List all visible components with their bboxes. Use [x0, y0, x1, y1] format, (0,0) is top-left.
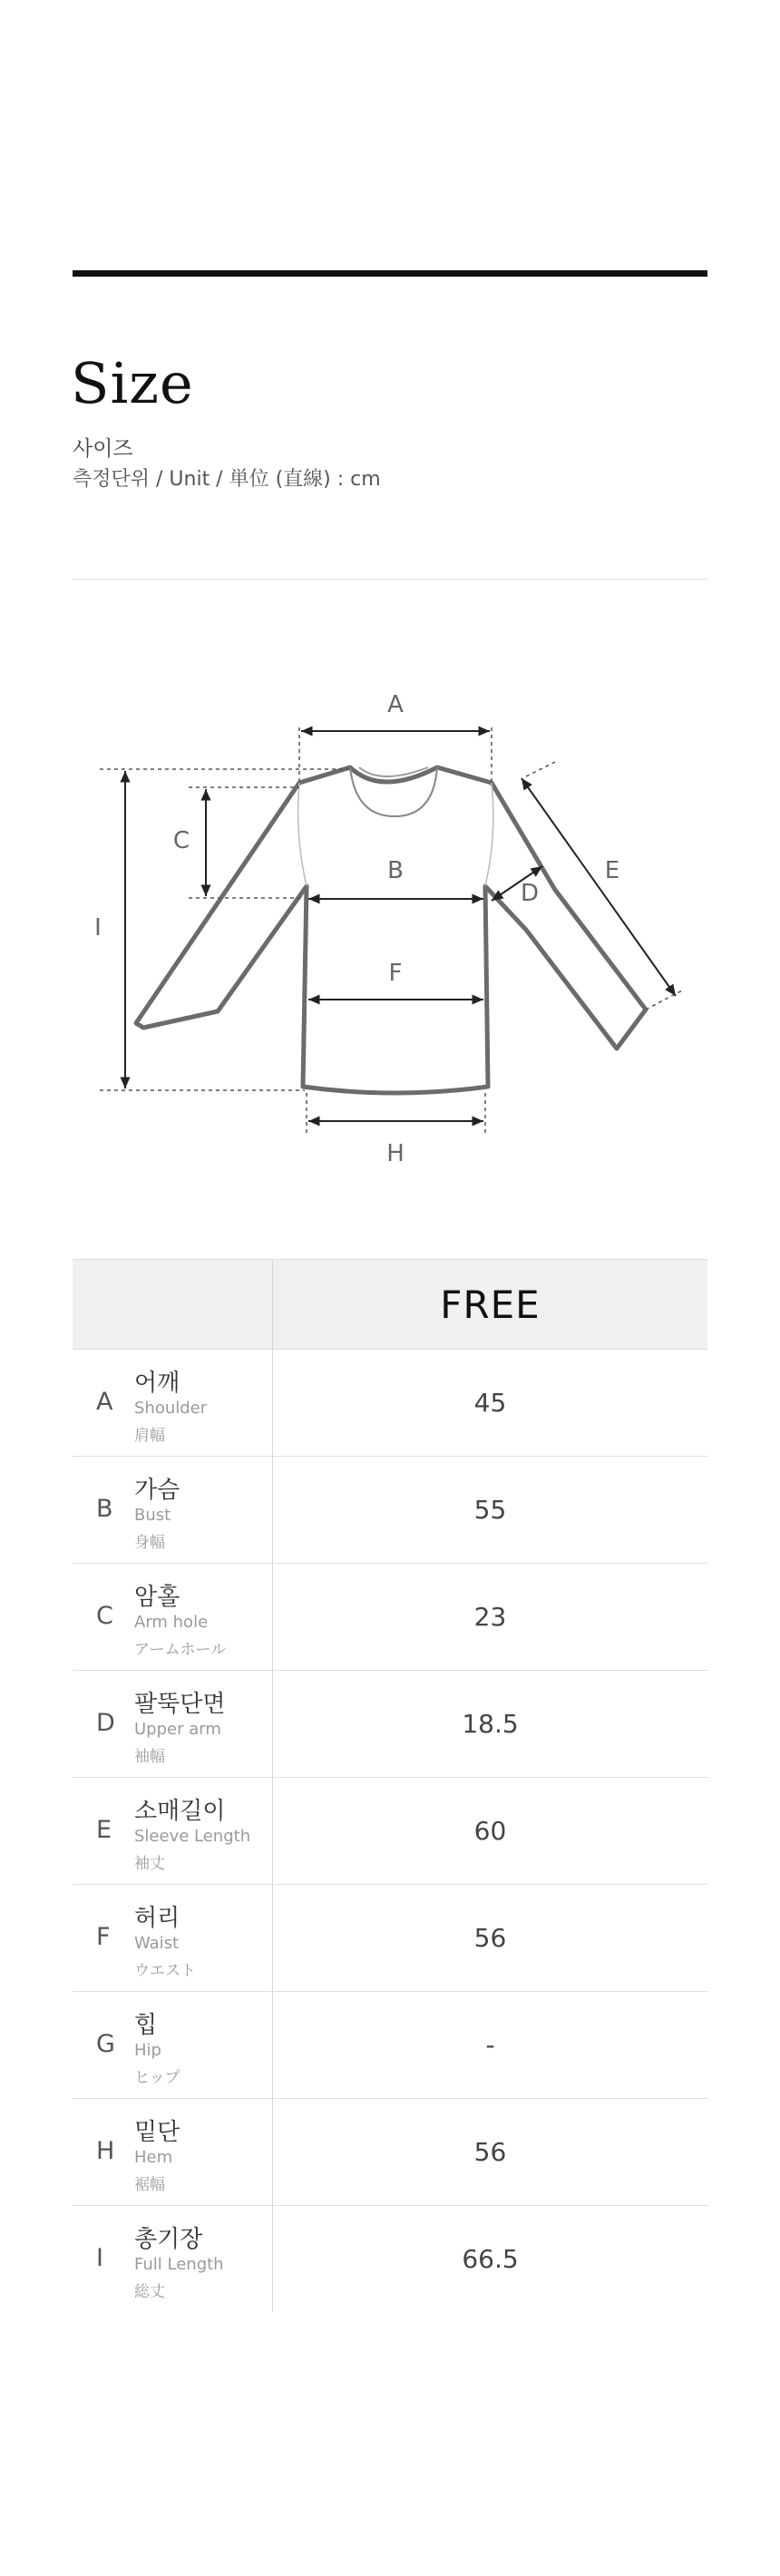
measurement-name-ja: 袖幅	[134, 1748, 165, 1766]
measurement-name-en: Hem	[134, 2148, 173, 2167]
table-row	[73, 2099, 707, 2206]
table-row	[73, 2206, 707, 2312]
measurement-value: 66.5	[462, 2244, 519, 2274]
measurement-name-ko: 가슴	[134, 1477, 180, 1504]
measurement-name-ja: ヒップ	[134, 2069, 180, 2087]
measurement-label-cell	[73, 1885, 273, 1991]
top-divider	[73, 270, 707, 277]
measurement-name-ja: 裾幅	[134, 2176, 165, 2194]
measurement-name-en: Waist	[134, 1934, 180, 1953]
measurement-value: 23	[473, 1602, 507, 1632]
table-row	[73, 1885, 707, 1992]
measurement-label-cell	[73, 1564, 273, 1670]
measurement-name-en: Bust	[134, 1506, 171, 1525]
measurement-value: -	[485, 2030, 495, 2060]
page-subtitle: 사이즈	[73, 437, 133, 461]
measurement-value: 56	[473, 1923, 507, 1953]
measurement-name-en: Arm hole	[134, 1613, 209, 1632]
sweater-illustration	[73, 671, 707, 1170]
measurement-letter: A	[96, 1388, 113, 1416]
table-row	[73, 1992, 707, 2099]
header-blank-cell	[73, 1260, 273, 1349]
label-h: H	[386, 1140, 405, 1167]
label-b: B	[387, 857, 404, 884]
sweater-outline	[136, 767, 646, 1093]
measurement-label-cell	[73, 1992, 273, 2098]
table-body	[73, 1350, 707, 2312]
measurement-name-ko: 암홀	[134, 1584, 180, 1611]
garment-diagram	[73, 671, 707, 1170]
measurement-name-ja: 身幅	[134, 1534, 165, 1552]
measurement-name-ko: 소매길이	[134, 1798, 226, 1825]
table-row	[73, 1778, 707, 1885]
measurement-letter: D	[96, 1709, 115, 1737]
measurement-name-ja: アームホール	[134, 1641, 227, 1659]
measurement-name-en: Hip	[134, 2041, 161, 2060]
measurement-letter: G	[96, 2030, 115, 2058]
label-c: C	[172, 827, 190, 854]
measurement-letter: F	[96, 1923, 111, 1951]
measurement-label-cell	[73, 2099, 273, 2205]
measurement-label-cell	[73, 1457, 273, 1563]
measurement-label-cell	[73, 2206, 273, 2312]
section-divider	[73, 579, 707, 580]
measurement-name-ko: 밑단	[134, 2119, 180, 2146]
size-column-header: FREE	[440, 1282, 541, 1327]
table-row	[73, 1350, 707, 1457]
measurement-name-ja: ウエスト	[134, 1962, 196, 1980]
measurement-name-ko: 어깨	[134, 1370, 180, 1397]
measurement-letter: E	[96, 1816, 112, 1844]
measurement-letter: H	[96, 2137, 115, 2165]
size-table	[73, 1259, 707, 2312]
label-f: F	[388, 960, 403, 987]
label-d: D	[520, 880, 540, 907]
measurement-label-cell	[73, 1671, 273, 1777]
measurement-name-en: Full Length	[134, 2255, 224, 2274]
measurement-value: 55	[473, 1495, 507, 1525]
measurement-value: 56	[473, 2137, 507, 2167]
measurement-name-ja: 袖丈	[134, 1855, 165, 1873]
measurement-name-ko: 허리	[134, 1905, 180, 1932]
table-row	[73, 1564, 707, 1671]
label-a: A	[387, 691, 404, 718]
measurement-name-ja: 総丈	[134, 2283, 165, 2301]
table-row	[73, 1457, 707, 1564]
measurement-name-en: Sleeve Length	[134, 1827, 251, 1846]
measurement-name-ko: 팔뚝단면	[134, 1691, 226, 1718]
label-e: E	[604, 857, 620, 884]
measurement-name-ja: 肩幅	[134, 1427, 165, 1445]
measurement-name-en: Shoulder	[134, 1399, 208, 1418]
measurement-name-ko: 총기장	[134, 2226, 203, 2253]
table-row	[73, 1671, 707, 1778]
page-title: Size	[71, 350, 194, 416]
measurement-value: 60	[473, 1816, 507, 1846]
measurement-name-en: Upper arm	[134, 1720, 221, 1739]
label-i: I	[94, 914, 102, 942]
unit-info: 측정단위 / Unit / 単位 (直線) : cm	[73, 468, 381, 491]
measurement-label-cell	[73, 1778, 273, 1884]
measurement-letter: I	[96, 2244, 103, 2272]
measurement-letter: C	[96, 1602, 113, 1630]
measurement-value: 18.5	[462, 1709, 519, 1739]
measurement-label-cell	[73, 1350, 273, 1456]
measurement-letter: B	[96, 1495, 113, 1523]
table-header	[73, 1259, 707, 1350]
measurement-value: 45	[473, 1388, 507, 1418]
measurement-name-ko: 힙	[134, 2012, 158, 2039]
